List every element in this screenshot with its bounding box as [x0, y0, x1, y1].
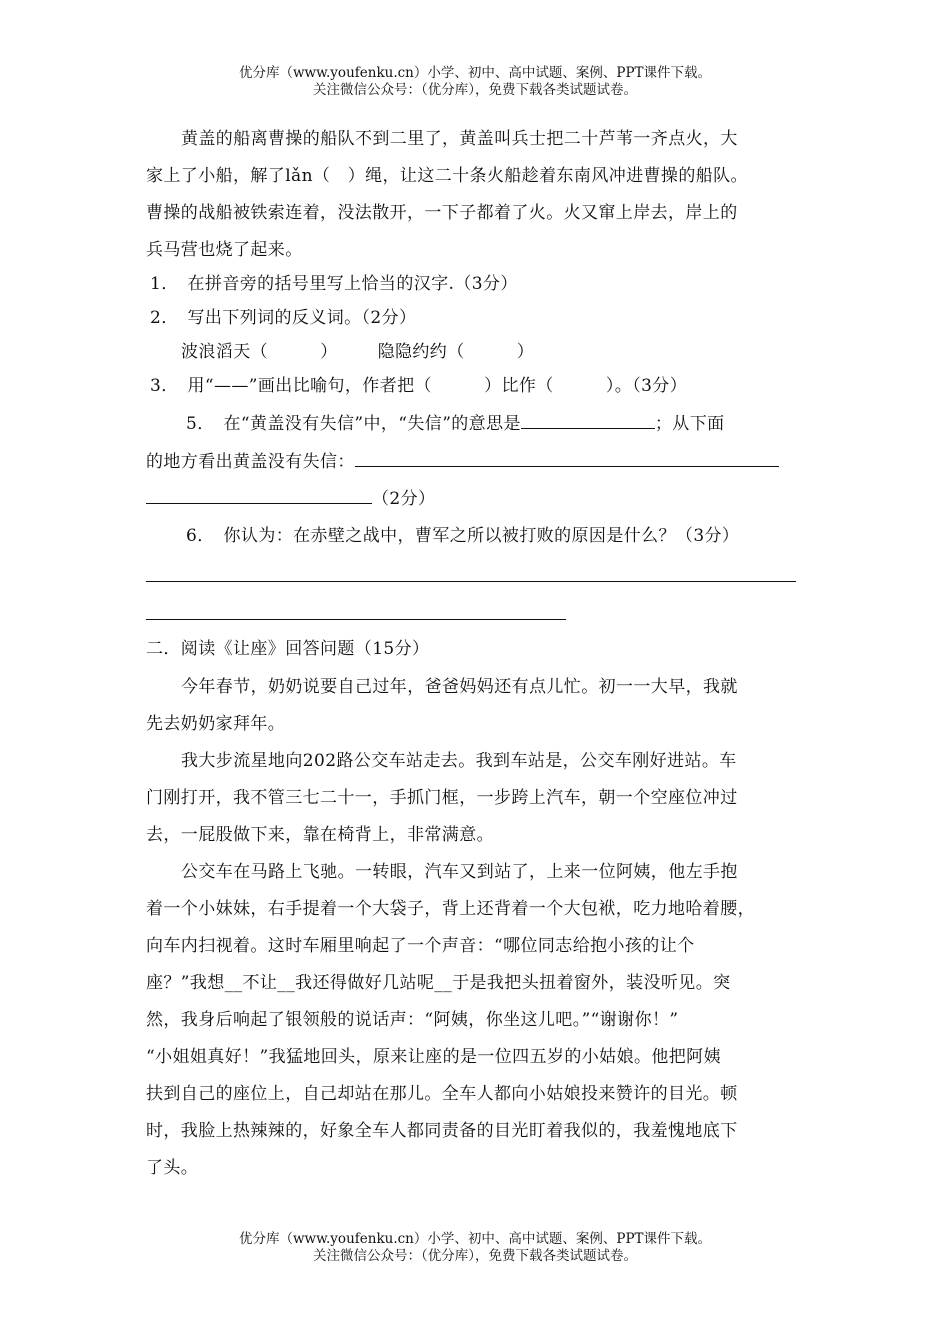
answer-blank-meaning[interactable] — [521, 412, 655, 429]
header-line-1: 优分库（www.youfenku.cn）小学、初中、高中试题、案例、PPT课件下载。 — [238, 65, 712, 81]
antonym-item-2[interactable]: 隐隐约约（ ） — [377, 342, 535, 362]
passage-2-line: 公交车在马路上飞驰。一转眼，汽车又到站了，上来一位阿姨，他左手抱 — [181, 862, 738, 882]
passage-2-line: 门刚打开，我不管三七二十一，手抓门框，一步跨上汽车，朝一个空座位冲过 — [146, 788, 738, 808]
question-5-points: （2分） — [372, 489, 436, 509]
passage-2-line: 座？”我想__不让__我还得做好几站呢__于是我把头扭着窗外，装没听见。突 — [146, 973, 731, 993]
passage-2-line: 向车内扫视着。这时车厢里响起了一个声音：“哪位同志给抱小孩的让个 — [146, 936, 695, 956]
question-5-line-2 — [146, 450, 806, 474]
passage-2-line: 我大步流星地向202路公交车站走去。我到车站是，公交车刚好进站。车 — [181, 751, 737, 771]
question-2: 2． 写出下列词的反义词。（2分） — [150, 308, 417, 328]
answer-line-q6-1[interactable] — [146, 581, 796, 582]
passage-1-line: 家上了小船，解了lǎn（ ）绳，让这二十条火船趁着东南风冲进曹操的船队。 — [146, 166, 748, 186]
header-line-2: 关注微信公众号：（优分库），免费下载各类试题试卷。 — [313, 82, 637, 98]
passage-2-line: 时，我脸上热辣辣的，好象全车人都同责备的目光盯着我似的，我羞愧地底下 — [146, 1121, 738, 1141]
question-6: 6． 你认为：在赤壁之战中，曹军之所以被打败的原因是什么？（3分） — [186, 526, 740, 546]
question-5-line-1 — [186, 412, 846, 436]
question-3: 3． 用“——”画出比喻句，作者把（ ）比作（ ）。（3分） — [150, 376, 688, 396]
footer-line-1: 优分库（www.youfenku.cn）小学、初中、高中试题、案例、PPT课件下载。 — [238, 1231, 712, 1247]
question-2-items — [181, 340, 841, 364]
page-header — [0, 65, 950, 99]
passage-1-line: 曹操的战船被铁索连着，没法散开，一下子都着了火。火又窜上岸去，岸上的 — [146, 203, 738, 223]
question-5-line-3 — [146, 487, 806, 511]
section-2-title: 二．阅读《让座》回答问题（15分） — [146, 639, 430, 659]
answer-line-q6-2[interactable] — [146, 619, 566, 620]
question-5-text-2: 的地方看出黄盖没有失信： — [146, 452, 355, 472]
answer-blank-evidence[interactable] — [355, 450, 779, 467]
passage-2-line: 然，我身后响起了银领般的说话声：“阿姨，你坐这儿吧。”“谢谢你！” — [146, 1010, 679, 1030]
question-5-text-cont: ；从下面 — [654, 414, 725, 434]
passage-2-line: 了头。 — [146, 1158, 199, 1178]
passage-2-line: “小姐姐真好！”我猛地回头，原来让座的是一位四五岁的小姑娘。他把阿姨 — [146, 1047, 721, 1067]
passage-2-line: 扶到自己的座位上，自己却站在那儿。全车人都向小姑娘投来赞许的目光。顿 — [146, 1084, 738, 1104]
passage-1-line: 黄盖的船离曹操的船队不到二里了，黄盖叫兵士把二十芦苇一齐点火，大 — [181, 129, 738, 149]
question-5-text: 5． 在“黄盖没有失信”中，“失信”的意思是 — [186, 414, 521, 434]
passage-1-line: 兵马营也烧了起来。 — [146, 240, 303, 260]
answer-blank-evidence-cont[interactable] — [146, 487, 372, 504]
question-1: 1． 在拼音旁的括号里写上恰当的汉字.（3分） — [150, 274, 518, 294]
antonym-item-1[interactable]: 波浪滔天（ ） — [181, 342, 338, 362]
footer-line-2: 关注微信公众号：（优分库），免费下载各类试题试卷。 — [313, 1248, 637, 1264]
page-footer — [0, 1231, 950, 1265]
passage-2-line: 去，一屁股做下来，靠在椅背上，非常满意。 — [146, 825, 494, 845]
passage-2-line: 先去奶奶家拜年。 — [146, 714, 286, 734]
passage-2-line: 今年春节，奶奶说要自己过年，爸爸妈妈还有点儿忙。初一一大早，我就 — [181, 677, 738, 697]
passage-2-line: 着一个小妹妹，右手提着一个大袋子，背上还背着一个大包袱，吃力地哈着腰， — [146, 899, 755, 919]
